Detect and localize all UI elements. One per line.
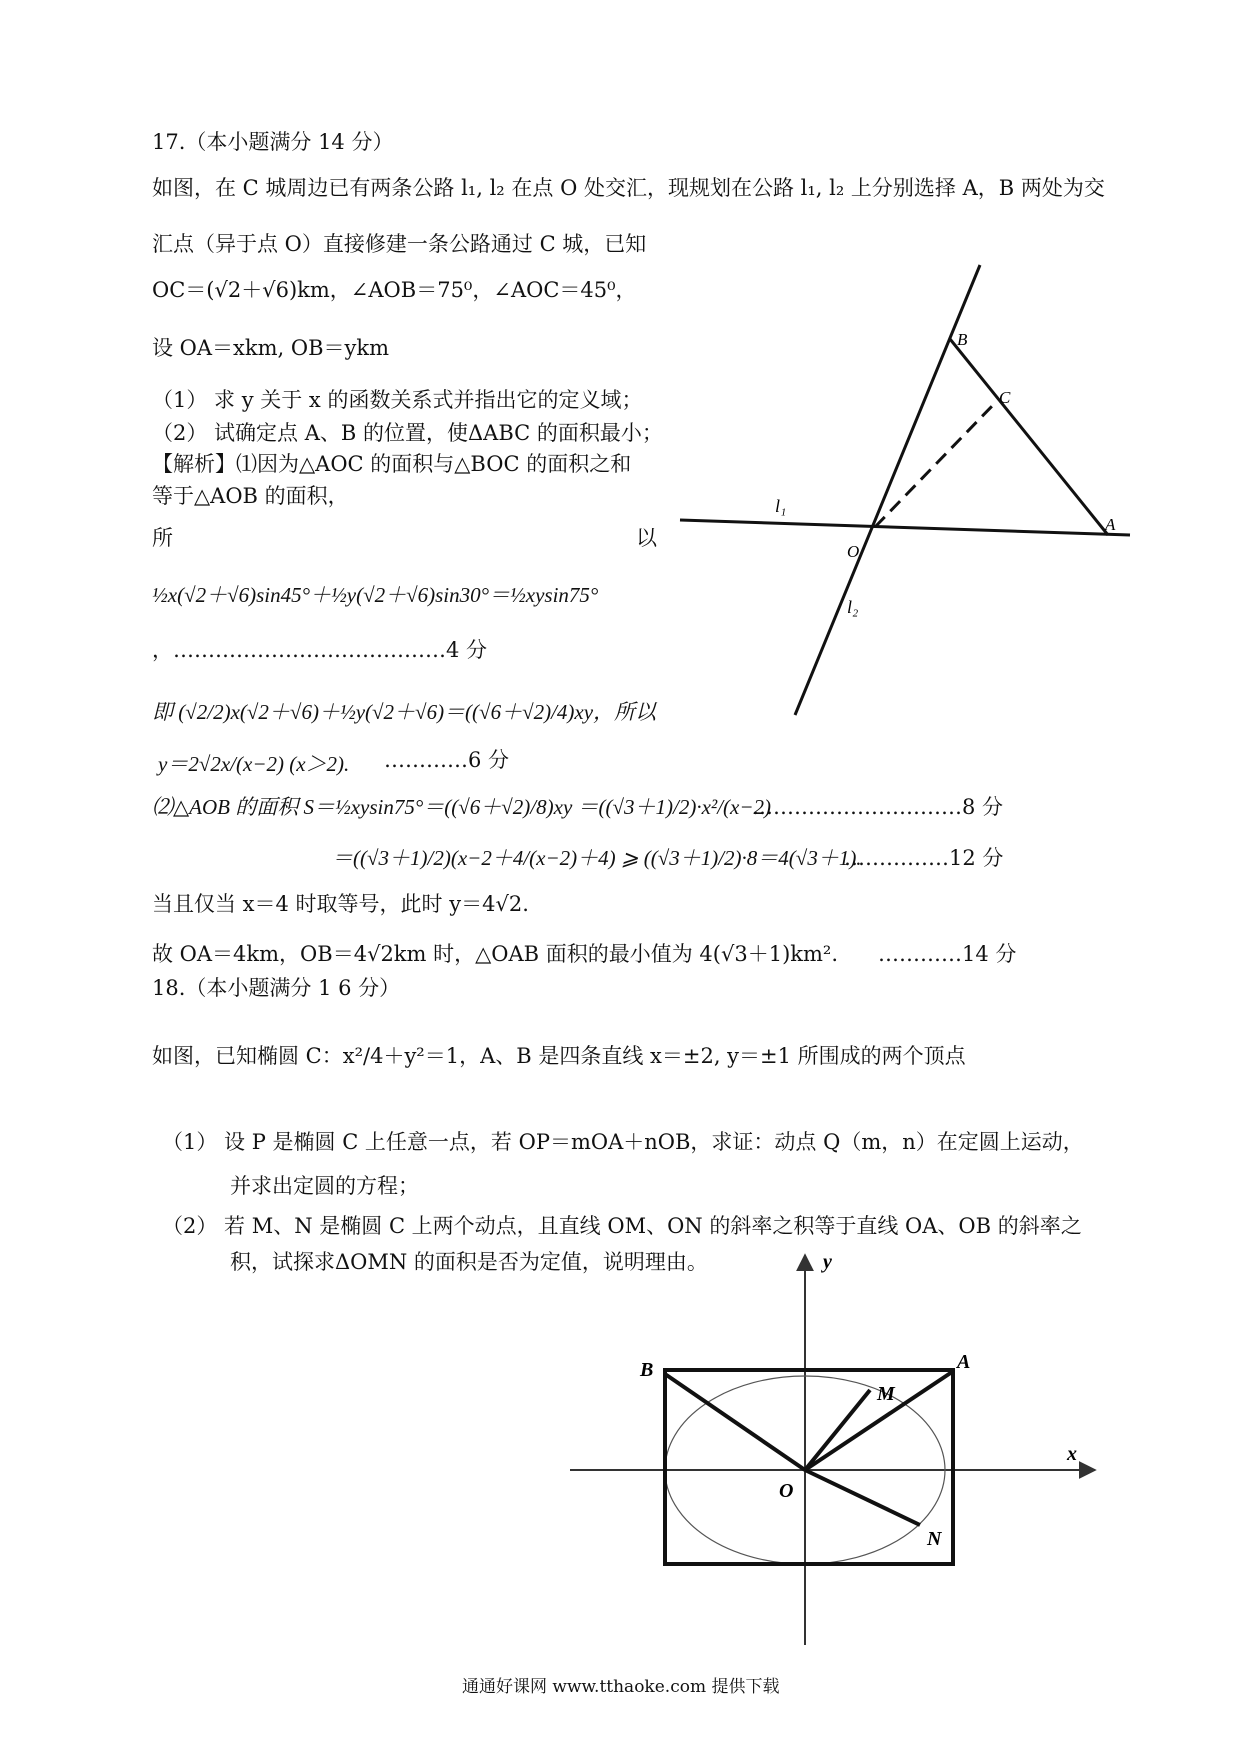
equation-area-sum: ½x(√2＋√6)sin45°＋½y(√2＋√6)sin30°＝½xysin75° bbox=[152, 583, 599, 607]
label-y: y bbox=[823, 1251, 832, 1273]
problem-18-question-2a: （2） 若 M、N 是椭圆 C 上两个动点，且直线 OM、ON 的斜率之积等于直线 OA、OB 的斜率之 bbox=[162, 1214, 1082, 1238]
label-l2: l₂ bbox=[847, 597, 859, 617]
score-12: ……………12 分 bbox=[844, 846, 1004, 870]
ellipse-diagram bbox=[565, 1250, 1110, 1650]
problem-17-question-2: （2） 试确定点 A、B 的位置，使ΔABC 的面积最小； bbox=[152, 421, 663, 445]
problem-18-question-2b: 积，试探求ΔOMN 的面积是否为定值，说明理由。 bbox=[230, 1250, 708, 1274]
problem-18-question-1b: 并求出定圆的方程； bbox=[230, 1174, 419, 1198]
segment-ba bbox=[950, 339, 1108, 535]
dashed-oc bbox=[875, 403, 995, 527]
problem-18-question-1a: （1） 设 P 是椭圆 C 上任意一点，若 OP＝mOA＋nOB，求证：动点 Q（m，n）在定圆上运动， bbox=[162, 1130, 1084, 1154]
problem-17-intro-line4: 设 OA＝xkm, OB＝ykm bbox=[152, 336, 390, 360]
score-14: …………14 分 bbox=[878, 942, 1017, 966]
problem-17-question-1: （1） 求 y 关于 x 的函数关系式并指出它的定义域； bbox=[152, 388, 643, 412]
label-l1: l₁ bbox=[775, 496, 787, 516]
label-a: A bbox=[1105, 515, 1116, 534]
label-b: B bbox=[640, 1359, 654, 1381]
solution-line1: 【解析】⑴因为△AOC 的面积与△BOC 的面积之和 bbox=[152, 452, 632, 476]
solution-line2: 等于△AOB 的面积， bbox=[152, 484, 349, 508]
label-o: O bbox=[779, 1480, 794, 1502]
score-4: ，…………………………………4 分 bbox=[152, 638, 488, 662]
equation-y-of-x: y＝2√2x/(x−2) (x＞2). bbox=[158, 752, 350, 776]
equation-area-s: ⑵△AOB 的面积 S＝½xysin75°＝((√6＋√2)/8)xy ＝((√3＋1)/2)·x²/(x−2) bbox=[152, 795, 772, 819]
equality-condition: 当且仅当 x＝4 时取等号，此时 y＝4√2. bbox=[152, 892, 529, 916]
segment-om bbox=[805, 1390, 870, 1470]
problem-17-intro-line1: 如图，在 C 城周边已有两条公路 l₁, l₂ 在点 O 处交汇，现规划在公路 l₁, l₂ 上分别选择 A，B 两处为交 bbox=[152, 176, 1105, 200]
label-c: C bbox=[999, 388, 1011, 407]
equation-simplified: 即 (√2/2)x(√2＋√6)＋½y(√2＋√6)＝((√6＋√2)/4)xy，所以 bbox=[152, 700, 657, 724]
score-8: …………………………8 分 bbox=[752, 795, 1004, 819]
conclusion-17: 故 OA＝4km，OB＝4√2km 时，△OAB 面积的最小值为 4(√3＋1)km². bbox=[152, 942, 839, 966]
label-n: N bbox=[927, 1528, 942, 1550]
road-diagram bbox=[675, 255, 1145, 720]
road-l2 bbox=[795, 265, 980, 715]
label-a: A bbox=[957, 1351, 971, 1373]
problem-18-intro: 如图，已知椭圆 C：x²/4＋y²＝1，A、B 是四条直线 x＝±2, y＝±1 所围成的两个顶点 bbox=[152, 1044, 966, 1068]
problem-18-header: 18.（本小题满分 1 6 分） bbox=[152, 976, 401, 1000]
segment-on bbox=[805, 1470, 920, 1525]
page-footer: 通通好课网 www.tthaoke.com 提供下载 bbox=[462, 1677, 780, 1697]
score-6: …………6 分 bbox=[384, 748, 510, 772]
equation-inequality: ＝((√3＋1)/2)(x−2＋4/(x−2)＋4) ⩾ ((√3＋1)/2)·8＝4(√3＋1). bbox=[332, 846, 862, 870]
label-m: M bbox=[877, 1383, 895, 1405]
solution-line3-end: 以 bbox=[636, 526, 657, 550]
label-x: x bbox=[1067, 1443, 1077, 1465]
road-l1 bbox=[680, 520, 1130, 535]
problem-17-intro-line3: OC＝(√2＋√6)km，∠AOB＝75⁰，∠AOC＝45⁰， bbox=[152, 278, 637, 302]
solution-line3-start: 所 bbox=[152, 526, 173, 550]
label-o: O bbox=[847, 542, 860, 561]
problem-17-intro-line2: 汇点（异于点 O）直接修建一条公路通过 C 城，已知 bbox=[152, 232, 647, 256]
problem-17-header: 17.（本小题满分 14 分） bbox=[152, 130, 394, 154]
label-b: B bbox=[957, 330, 968, 349]
